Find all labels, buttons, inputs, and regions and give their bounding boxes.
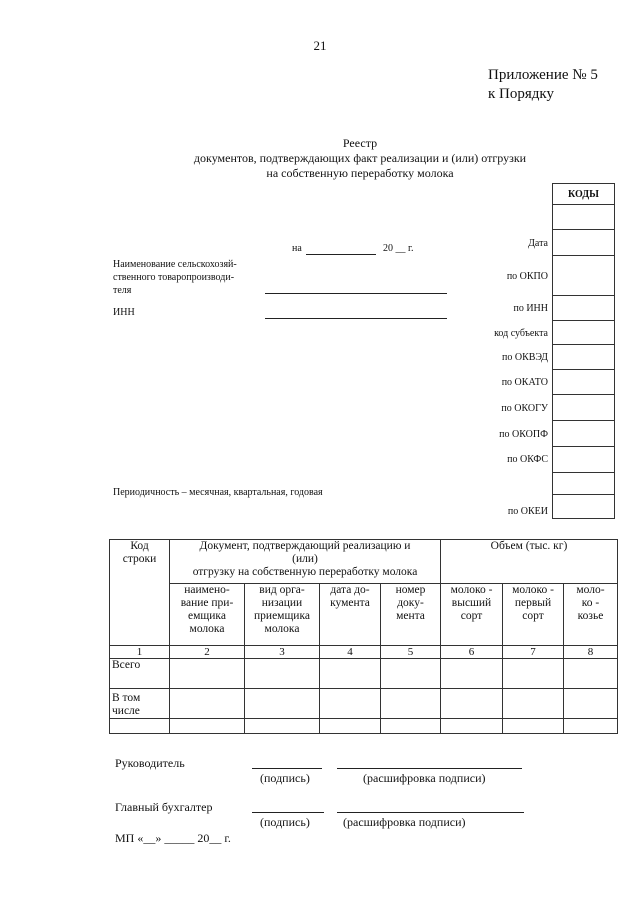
col-number: 3 xyxy=(245,646,320,659)
col-8-header: моло- ко - козье xyxy=(564,584,618,646)
code-label-okogu: по ОКОГУ xyxy=(501,403,548,414)
head-signature-line[interactable] xyxy=(252,768,322,769)
producer-label: Наименование сельскохозяй- ственного товаропроизводи- теля xyxy=(113,259,237,296)
codes-cell-subject[interactable] xyxy=(553,321,615,345)
date-prefix: на xyxy=(292,243,302,254)
codes-cell-blank-1[interactable] xyxy=(553,205,615,230)
table-row-including xyxy=(110,689,618,719)
title-line-2: документов, подтверждающих факт реализации и (или) отгрузки xyxy=(193,151,527,165)
producer-field-line[interactable] xyxy=(265,293,447,294)
table-cell[interactable] xyxy=(170,689,245,719)
col-number: 5 xyxy=(381,646,441,659)
codes-cell-okei[interactable] xyxy=(553,495,615,519)
title-line-3: на собственную переработку молока xyxy=(266,166,454,180)
col-number: 4 xyxy=(320,646,381,659)
col-4-header: дата до- кумента xyxy=(320,584,381,646)
col-7-header: молоко - первый сорт xyxy=(503,584,564,646)
seal-date-line: МП «__» _____ 20__ г. xyxy=(115,831,231,845)
date-year: 20 __ г. xyxy=(383,243,414,254)
code-label-okved: по ОКВЭД xyxy=(502,352,548,363)
code-label-subject: код субъекта xyxy=(494,328,548,339)
periodicity-text: Периодичность – месячная, квартальная, годовая xyxy=(113,487,323,498)
doc-group-header: Документ, подтверждающий реализацию и (или) отгрузку на собственную переработку молока xyxy=(170,540,441,584)
code-label-okopf: по ОКОПФ xyxy=(499,429,548,440)
appendix-header xyxy=(488,66,598,104)
codes-cell-okato[interactable] xyxy=(553,370,615,395)
col-3-header: вид орга- низации приемщика молока xyxy=(245,584,320,646)
codes-cell-okfs[interactable] xyxy=(553,447,615,473)
table-cell[interactable] xyxy=(503,689,564,719)
table-cell[interactable] xyxy=(564,689,618,719)
column-numbers-row xyxy=(110,646,618,659)
table-cell[interactable] xyxy=(170,659,245,689)
codes-cell-okved[interactable] xyxy=(553,345,615,370)
table-cell[interactable] xyxy=(503,719,564,734)
head-label: Руководитель xyxy=(115,756,185,770)
document-title xyxy=(150,136,570,181)
code-label-okpo: по ОКПО xyxy=(506,271,548,282)
table-cell[interactable] xyxy=(245,719,320,734)
code-label-date: Дата xyxy=(528,238,548,249)
codes-cell-okpo[interactable] xyxy=(553,256,615,296)
codes-cell-inn[interactable] xyxy=(553,296,615,321)
table-cell[interactable] xyxy=(245,659,320,689)
table-cell[interactable] xyxy=(320,659,381,689)
registry-table xyxy=(109,539,618,734)
col-number: 2 xyxy=(170,646,245,659)
table-row-blank xyxy=(110,719,618,734)
codes-header: КОДЫ xyxy=(553,184,615,205)
chief-accountant-label: Главный бухгалтер xyxy=(115,800,213,814)
page-number: 21 xyxy=(313,38,327,53)
table-cell[interactable] xyxy=(320,719,381,734)
code-label-okato: по ОКАТО xyxy=(501,377,548,388)
col-5-header: номер доку- мента xyxy=(381,584,441,646)
inn-label: ИНН xyxy=(113,307,135,318)
accountant-decoding-caption: (расшифровка подписи) xyxy=(343,815,466,829)
table-cell[interactable] xyxy=(441,719,503,734)
table-cell[interactable] xyxy=(564,719,618,734)
codes-table xyxy=(552,183,615,519)
code-label-okei: по ОКЕИ xyxy=(507,506,548,517)
codes-cell-okopf[interactable] xyxy=(553,421,615,447)
appendix-line-2: к Порядку xyxy=(488,86,554,102)
col-code-header: Код строки xyxy=(110,540,170,646)
head-signature-caption: (подпись) xyxy=(260,771,310,785)
table-cell[interactable] xyxy=(110,719,170,734)
row-including-label: В том числе xyxy=(110,689,170,719)
table-cell[interactable] xyxy=(245,689,320,719)
accountant-signature-line[interactable] xyxy=(252,812,324,813)
codes-cell-okogu[interactable] xyxy=(553,395,615,421)
col-number: 1 xyxy=(110,646,170,659)
col-number: 8 xyxy=(564,646,618,659)
codes-cell-date[interactable] xyxy=(553,230,615,256)
col-number: 6 xyxy=(441,646,503,659)
table-cell[interactable] xyxy=(320,689,381,719)
codes-cell-blank-2[interactable] xyxy=(553,473,615,495)
appendix-line-1: Приложение № 5 xyxy=(488,67,598,83)
accountant-decoding-line[interactable] xyxy=(337,812,524,813)
table-cell[interactable] xyxy=(503,659,564,689)
title-line-1: Реестр xyxy=(342,136,378,150)
table-cell[interactable] xyxy=(441,659,503,689)
head-decoding-caption: (расшифровка подписи) xyxy=(363,771,486,785)
table-cell[interactable] xyxy=(170,719,245,734)
date-field-line[interactable] xyxy=(306,254,376,255)
col-2-header: наимено- вание при- емщика молока xyxy=(170,584,245,646)
accountant-signature-caption: (подпись) xyxy=(260,815,310,829)
volume-group-header: Объем (тыс. кг) xyxy=(441,540,618,584)
row-total-label: Всего xyxy=(110,659,170,689)
table-cell[interactable] xyxy=(441,689,503,719)
table-cell[interactable] xyxy=(564,659,618,689)
col-6-header: молоко - высший сорт xyxy=(441,584,503,646)
head-decoding-line[interactable] xyxy=(337,768,522,769)
table-cell[interactable] xyxy=(381,719,441,734)
table-cell[interactable] xyxy=(381,659,441,689)
code-label-okfs: по ОКФС xyxy=(507,454,548,465)
table-row-total xyxy=(110,659,618,689)
code-label-inn: по ИНН xyxy=(513,303,548,314)
table-cell[interactable] xyxy=(381,689,441,719)
inn-field-line[interactable] xyxy=(265,318,447,319)
col-number: 7 xyxy=(503,646,564,659)
